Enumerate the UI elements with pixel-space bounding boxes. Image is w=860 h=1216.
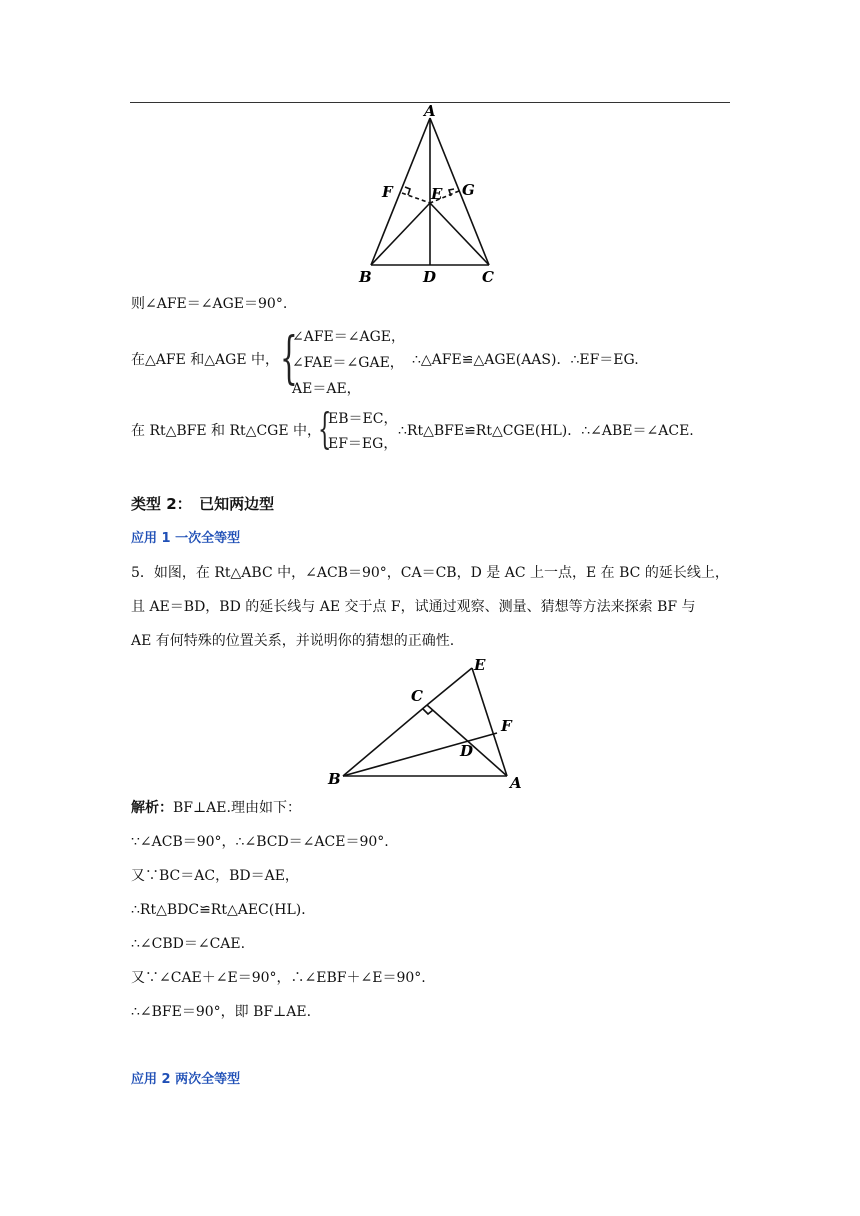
problem-text-line3: AE 有何特殊的位置关系，并说明你的猜想的正确性. bbox=[131, 633, 455, 649]
solution-step3: ∴Rt△BDC≌Rt△AEC(HL)． bbox=[131, 902, 316, 918]
label-f2: F bbox=[501, 717, 512, 735]
problem-text-line2: 且 AE＝BD，BD 的延长线与 AE 交于点 F，试通过观察、测量、猜想等方法来探索 BF 与 bbox=[131, 599, 696, 615]
label-c1: C bbox=[482, 268, 494, 286]
figure-triangle-abc-2 bbox=[320, 652, 540, 792]
label-b1: B bbox=[359, 268, 372, 286]
label-d2: D bbox=[460, 742, 474, 760]
solution-step2: 又∵BC＝AC，BD＝AE， bbox=[131, 868, 299, 884]
system1-result: ∴△AFE≌△AGE(AAS)．∴EF＝EG. bbox=[412, 352, 639, 368]
subheading-application1: 应用 1 一次全等型 bbox=[131, 531, 241, 546]
analysis-conclusion: BF⊥AE.理由如下： bbox=[173, 800, 301, 816]
system2-prefix: 在 Rt△BFE 和 Rt△CGE 中， bbox=[131, 423, 322, 439]
system1-prefix: 在△AFE 和△AGE 中， bbox=[131, 352, 279, 368]
system1-eq3: AE＝AE， bbox=[292, 381, 361, 397]
label-c2: C bbox=[411, 687, 423, 705]
brace-icon: { bbox=[280, 326, 298, 391]
solution-step4: ∴∠CBD＝∠CAE. bbox=[131, 936, 246, 952]
label-a2: A bbox=[510, 774, 522, 792]
brace-icon: { bbox=[318, 404, 332, 453]
label-g1: G bbox=[462, 181, 475, 199]
section-heading-type2: 类型 2： 已知两边型 bbox=[131, 495, 275, 513]
label-a1: A bbox=[424, 102, 436, 120]
label-e2: E bbox=[474, 656, 486, 674]
text-line-angles: 则∠AFE＝∠AGE＝90°. bbox=[131, 296, 288, 312]
analysis-line bbox=[131, 798, 301, 818]
solution-step5: 又∵∠CAE＋∠E＝90°，∴∠EBF＋∠E＝90°. bbox=[131, 970, 426, 986]
solution-step6: ∴∠BFE＝90°，即 BF⊥AE. bbox=[131, 1004, 312, 1020]
system2-eq1: EB＝EC， bbox=[328, 411, 398, 427]
label-f1: F bbox=[382, 183, 393, 201]
subheading-application2: 应用 2 两次全等型 bbox=[131, 1072, 241, 1087]
problem-text-line1: 5．如图，在 Rt△ABC 中，∠ACB＝90°，CA＝CB，D 是 AC 上一点，E 在 BC 的延长线上， bbox=[131, 565, 729, 581]
label-d1: D bbox=[423, 268, 437, 286]
label-b2: B bbox=[328, 770, 341, 788]
analysis-label: 解析： bbox=[131, 800, 173, 816]
solution-step1: ∵∠ACB＝90°，∴∠BCD＝∠ACE＝90°. bbox=[131, 834, 389, 850]
system2-result: ∴Rt△BFE≌Rt△CGE(HL)．∴∠ABE＝∠ACE. bbox=[398, 423, 694, 439]
system1-eq1: ∠AFE＝∠AGE， bbox=[292, 329, 406, 345]
figure-triangle-abc-1 bbox=[350, 100, 510, 290]
system1-eq2: ∠FAE＝∠GAE， bbox=[292, 355, 404, 371]
label-e1: E bbox=[431, 185, 443, 203]
system2-eq2: EF＝EG， bbox=[328, 436, 398, 452]
